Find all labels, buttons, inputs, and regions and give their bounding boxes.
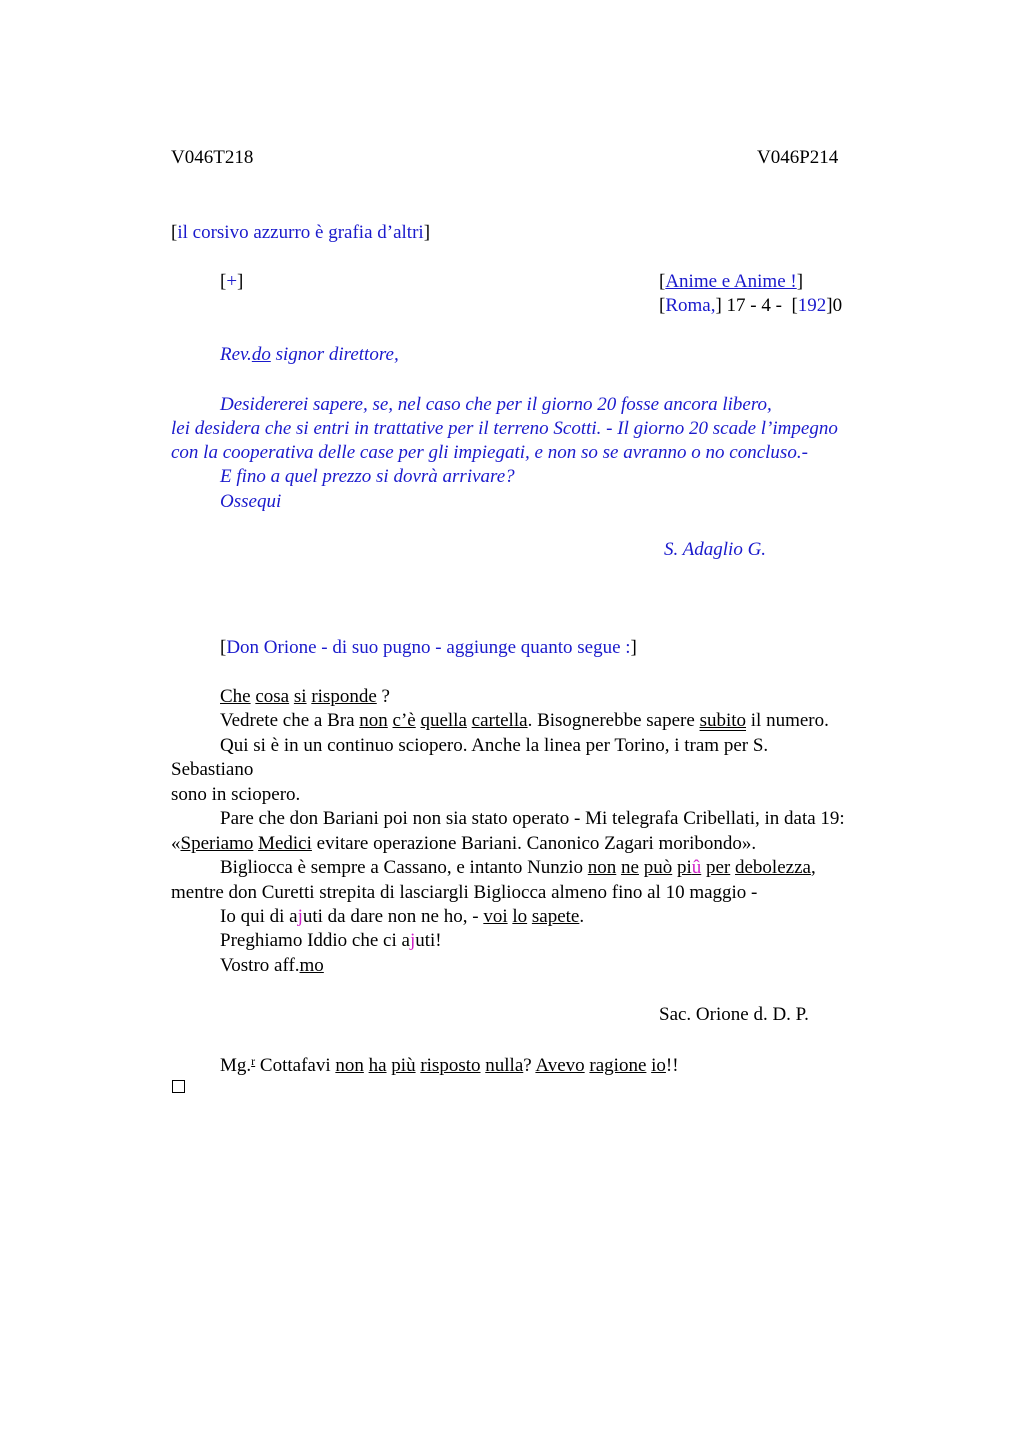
reply-line-1: Che cosa si risponde ? (220, 686, 390, 707)
doc-code-left: V046T218 (171, 147, 254, 168)
letter-line-1: Desidererei sapere, se, nel caso che per il giorno 20 fosse ancora libero, (220, 394, 772, 415)
letterhead-title: [Anime e Anime !] (659, 271, 804, 292)
end-box-icon (172, 1080, 185, 1093)
cross-symbol: + (226, 271, 238, 292)
place: Roma, (665, 295, 716, 316)
doc-code-right: V046P214 (757, 147, 839, 168)
reply-line-9: mentre don Curetti strepita di lasciargli Bigliocca almeno fino al 10 maggio - (171, 882, 758, 903)
date-day-month: 17 - 4 - (726, 295, 782, 316)
letter-line-3: con la cooperativa delle case per gli impiegati, e non so se avranno o no concluso.- (171, 442, 808, 463)
don-orione-note-text: Don Orione - di suo pugno - aggiunge quanto segue : (226, 637, 631, 658)
reply-line-10: Io qui di ajuti da dare non ne ho, - voi lo sapete. (220, 906, 585, 927)
place-date: [Roma,] 17 - 4 - [192]0 (659, 295, 843, 316)
reply-line-5: sono in sciopero. (171, 784, 301, 805)
reply-line-11: Preghiamo Iddio che ci ajuti! (220, 930, 442, 951)
reply-line-12: Vostro aff.mo (220, 955, 324, 976)
reply-line-6: Pare che don Bariani poi non sia stato operato - Mi telegrafa Cribellati, in data 19: (220, 808, 845, 829)
editorial-note: [il corsivo azzurro è grafia d’altri] (171, 222, 431, 243)
reply-signature: Sac. Orione d. D. P. (659, 1004, 809, 1025)
editorial-note-text: il corsivo azzurro è grafia d’altri (177, 222, 424, 243)
reply-line-7: «Speriamo Medici evitare operazione Bariani. Canonico Zagari moribondo». (171, 833, 757, 854)
letter-line-2: lei desidera che si entri in trattative per il terreno Scotti. - Il giorno 20 scade l’impegno (171, 418, 838, 439)
reply-line-8: Bigliocca è sempre a Cassano, e intanto Nunzio non ne può piû per debolezza, (220, 857, 816, 878)
don-orione-note: [Don Orione - di suo pugno - aggiunge quanto segue :] (220, 637, 637, 658)
year-digit: 0 (832, 295, 843, 316)
salutation: Rev.do signor direttore, (220, 344, 399, 365)
year-part: 192 (797, 295, 827, 316)
reply-line-4: Sebastiano (171, 759, 254, 780)
letterhead-title-link[interactable]: Anime e Anime ! (665, 271, 797, 292)
cross-mark: [+] (220, 271, 244, 292)
letter-signature: S. Adaglio G. (664, 539, 767, 560)
reply-line-2: Vedrete che a Bra non c’è quella cartella. Bisognerebbe sapere subito il numero. (220, 710, 829, 731)
letter-line-5: Ossequi (220, 491, 282, 512)
postscript-line: Mg.$^r$ Cottafavi non ha più risposto nulla? Avevo ragione io!! (220, 1054, 679, 1076)
letter-line-4: E fino a quel prezzo si dovrà arrivare? (220, 466, 515, 487)
reply-line-3: Qui si è in un continuo sciopero. Anche la linea per Torino, i tram per S. (220, 735, 769, 756)
